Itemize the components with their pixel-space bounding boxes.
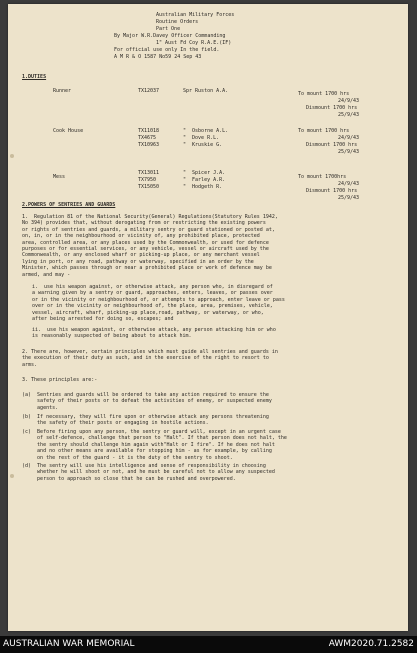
document-page xyxy=(8,4,408,631)
header-line-1: Australian Military Forces xyxy=(156,12,235,18)
header-line-7: A M R & O 1587 No59 24 Sep 43 xyxy=(114,54,202,60)
paragraph-1-ii: ii. use his weapon against, or otherwise attack, any person attacking him or who is reasonably suspected of being about to attack him. xyxy=(32,327,276,340)
header-line-4: By Major W.R.Davey Officer Commanding xyxy=(114,33,226,39)
principle-b: (b) If necessary, they will fire upon or otherwise attack any persons threatening the safety of their posts or engaging in hostile actions. xyxy=(22,414,269,427)
duty-name: Cook House xyxy=(53,128,84,134)
principle-d: (d) The sentry will use his intelligence and sense of responsibility in choosing whether he will shoot or not, and he must be careful not to allow any suspected person to approach so close that he can be rushed and overpowered. xyxy=(22,463,275,482)
duty-name: Runner xyxy=(53,88,72,94)
section-2-title: 2.POWERS OF SENTRIES AND GUARDS xyxy=(22,202,116,208)
duty-mount-date: 24/9/43 xyxy=(338,98,360,104)
footer-accession-number: AWM2020.71.2582 xyxy=(328,639,414,649)
footer-source: AUSTRALIAN WAR MEMORIAL xyxy=(3,639,135,649)
paragraph-3: 3. These principles are:- xyxy=(22,377,98,383)
duty-personnel: Spr Ruston A.A. xyxy=(183,88,229,94)
duty-personnel: " Spicer J.A. " Farley A.R. " Hodgeth R. xyxy=(183,170,226,190)
principle-a: (a) Sentries and guards will be ordered to take any action required to ensure the safety of their posts or to defeat the activities of enemy, or suspected enemy agents. xyxy=(22,392,272,411)
duty-mount-date: 24/9/43 xyxy=(338,181,360,187)
duty-dismount: Dismount 1700 hrs xyxy=(306,105,358,111)
header-line-5: 1" Aust Fd Coy R.A.E.(IF) xyxy=(156,40,232,46)
header-line-6: For official use only In the field. xyxy=(114,47,220,53)
paragraph-2: 2. There are, however, certain principles which must guide all sentries and guards in the execution of their duty as such, and in the exercise of the right to resort to arms. xyxy=(22,349,278,368)
footer-bar xyxy=(0,636,417,653)
paragraph-1-i: i. use his weapon against, or otherwise attack, any person who, in disregard of a warning given by a sentry or guard, approaches, enters, leaves, or passes over or in the vicinity or neighbourhood of, or attempts to approach, enter leave or pass over or in the vicinity or neighbourhood of, the place, area, premises, vehicle, vessel, aircraft, wharf, picking-up place,road, pathway, or waterway, or who, after being arrested for doing so, escapes; and xyxy=(32,284,285,323)
duty-name: Mess xyxy=(53,174,66,180)
duty-number: TX13011 TX7950 TX15050 xyxy=(138,170,160,190)
duty-number: TX12037 xyxy=(138,88,160,94)
header-line-2: Routine Orders xyxy=(156,19,199,25)
duty-mount: To mount 1700 hrs xyxy=(298,91,350,97)
section-1-title: 1.DUTIES xyxy=(22,74,47,80)
duty-dismount-date: 25/9/43 xyxy=(338,195,360,201)
duty-mount: To mount 1700 hrs xyxy=(298,128,350,134)
punch-hole xyxy=(10,154,14,158)
duty-mount-date: 24/9/43 xyxy=(338,135,360,141)
duty-dismount: Dismount 1700 hrs xyxy=(306,142,358,148)
duty-dismount-date: 25/9/43 xyxy=(338,149,360,155)
duty-dismount-date: 25/9/43 xyxy=(338,112,360,118)
duty-mount: To mount 1700hrs xyxy=(298,174,347,180)
duty-personnel: " Osborne A.L. " Dove R.L. " Kruskie G. xyxy=(183,128,229,148)
header-line-3: Part One xyxy=(156,26,181,32)
duty-dismount: Dismount 1700 hrs xyxy=(306,188,358,194)
principle-c: (c) Before firing upon any person, the sentry or guard will, except in an urgent case of self-defence, challenge that person to "Halt". If that person does not halt, the the sentry should challenge him again with"Halt or I fire". If he does not halt and no other means are available for stopping him - as for example, by calling on the rest of the guard - it is the duty of the sentry to shoot. xyxy=(22,429,287,461)
paragraph-1: 1. Regulation 81 of the National Security(General) Regulations(Statutory Rules 1942, No 394) provides that, without derogating from or restricting the existing powers or rights of sentries and guards, a military sentry or guard stationed or posted at, on, in, or in the neighbourhood or vicinity of, any prohibited place, protected area, controlled area, or any places used by the Commonwealth, or used for defence purposes or for essential services, or any vehicle, vessel or aircraft used by the Commonwealth, or any enclosed wharf or picking-up place, or any merchant vessel lying in port, or any road, pathway or waterway, specified in an order by the Minister, which passes through or near a prohibited place or work of defence may be armed, and may - xyxy=(22,214,278,278)
duty-number: TX11018 TX4675 TX10963 xyxy=(138,128,160,148)
punch-hole xyxy=(10,474,14,478)
